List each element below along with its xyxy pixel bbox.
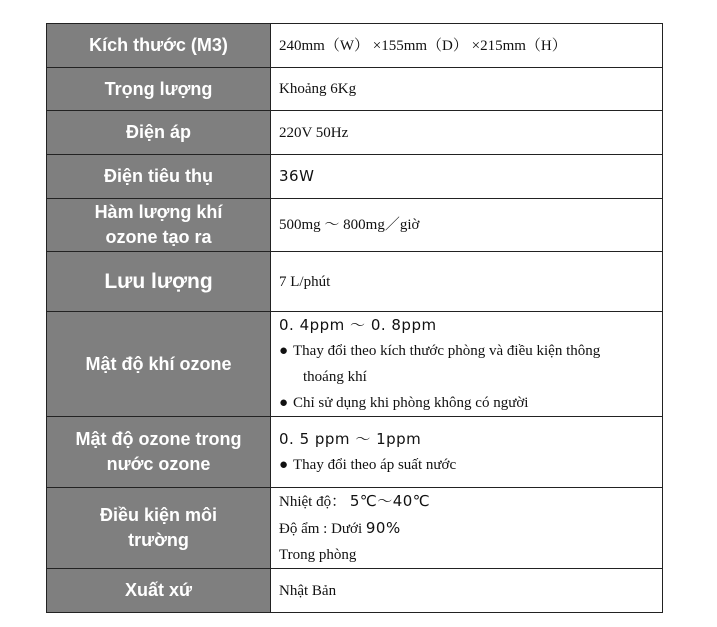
label-ozone-density: Mật độ khí ozone [47,312,271,417]
table-row [47,252,663,312]
bullet-icon: ● [279,457,289,473]
ozone-water-note-1: ● Thay đổi theo áp suất nước [279,452,654,478]
environment-location: Trong phòng [279,547,357,563]
value-size: 240mm（W） ×155mm（D） ×215mm（H） [271,24,663,68]
label-ozone-water-density [47,417,271,488]
label-ozone-output [47,199,271,252]
label-power: Điện tiêu thụ [47,155,271,199]
bullet-icon: ● [279,395,289,411]
label-environment-line1: Điều kiện môi [99,505,218,525]
ozone-water-range: 0. 5 ppm ～ 1ppm [279,430,422,448]
label-weight: Trọng lượng [47,68,271,111]
value-ozone-output: 500mg ～ 800mg／giờ [271,199,663,252]
ozone-density-note-1: ● Thay đổi theo kích thước phòng và điều kiện thông [279,338,654,364]
value-power [271,155,663,199]
table-row [47,569,663,613]
spec-table [46,23,663,613]
label-environment-line2: trường [128,530,189,550]
environment-humidity: Độ ẩm : Dưới 90% [279,519,401,537]
value-weight: Khoảng 6Kg [271,68,663,111]
label-voltage: Điện áp [47,111,271,155]
label-ozone-output-line1: Hàm lượng khí [94,202,223,222]
ozone-density-range: 0. 4ppm ～ 0. 8ppm [279,316,437,334]
value-voltage: 220V 50Hz [271,111,663,155]
table-row [47,488,663,569]
environment-temperature: Nhiệt độ： 5℃～40℃ [279,492,431,510]
ozone-density-note-1-cont: thoáng khí [303,369,367,385]
table-row [47,111,663,155]
label-ozone-water-line1: Mật độ ozone trong [75,429,242,449]
value-origin: Nhật Bản [271,569,663,613]
power-value-text: 36W [279,167,315,185]
table-row [47,68,663,111]
table-row [47,24,663,68]
value-flow-rate: 7 L/phút [271,252,663,312]
table-row [47,312,663,417]
value-ozone-density [271,312,663,417]
label-ozone-output-line2: ozone tạo ra [105,227,212,247]
value-environment [271,488,663,569]
table-row [47,155,663,199]
bullet-icon: ● [279,343,289,359]
label-size: Kích thước (M3) [47,24,271,68]
label-flow-rate: Lưu lượng [47,252,271,312]
label-ozone-water-line2: nước ozone [106,454,211,474]
label-environment [47,488,271,569]
label-origin: Xuất xứ [47,569,271,613]
table-row [47,199,663,252]
value-ozone-water-density [271,417,663,488]
ozone-density-note-2: ● Chỉ sử dụng khi phòng không có người [279,390,654,416]
table-row [47,417,663,488]
